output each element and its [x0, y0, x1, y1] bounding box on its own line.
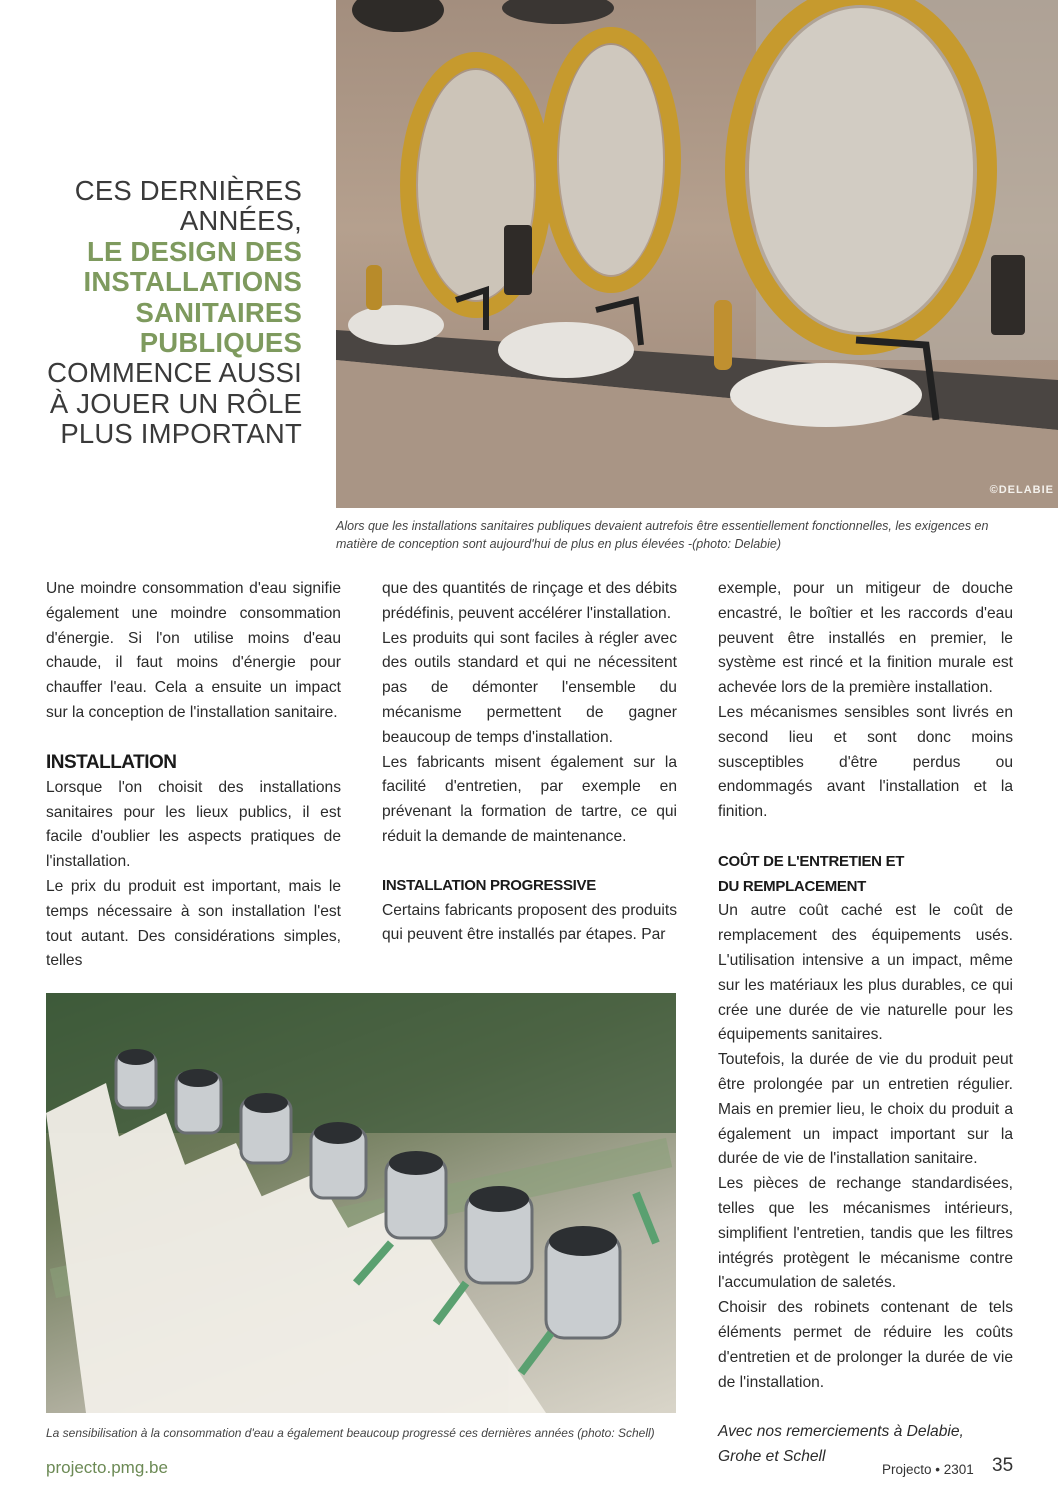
pull-quote-line: PLUS IMPORTANT	[60, 418, 302, 450]
paragraph: Toutefois, la durée de vie du produit peut être prolongée par un entretien régulier. Mais en premier lieu, le choix du produit a également un impact important sur la durée de vie de l'installation sanitaire.	[718, 1051, 1013, 1168]
paragraph: que des quantités de rinçage et des débits prédéfinis, peuvent accélérer l'installation.	[382, 580, 677, 622]
pull-quote-highlight: PUBLIQUES	[139, 327, 302, 359]
paragraph: Une moindre consommation d'eau signifie également une moindre consommation d'énergie. Si l'on utilise moins d'eau chaude, il faut moins d'énergie pour chauffer l'eau. Cela a ensuite un impact sur la conception de l'installation sanitaire.	[46, 580, 341, 721]
pull-quote-highlight: INSTALLATIONS	[83, 266, 302, 298]
magazine-issue: Projecto • 2301	[882, 1462, 974, 1477]
paragraph: exemple, pour un mitigeur de douche encastré, le boîtier et les raccords d'eau peuvent être installés en premier, le système est rincé et la finition murale est achevée lors de la première installation.	[718, 580, 1013, 697]
photo-credit: ©DELABIE	[989, 484, 1054, 496]
photo-caption: Alors que les installations sanitaires publiques devaient autrefois être essentiellement fonctionnelles, les exigences en matière de conception sont aujourd'hui de plus en plus élevées -(photo: Delabie)	[336, 519, 989, 551]
pull-quote-highlight: SANITAIRES	[135, 296, 302, 328]
pull-quote-line: COMMENCE AUSSI	[47, 357, 302, 389]
text-column-1	[46, 577, 341, 974]
section-heading	[718, 850, 1013, 900]
pull-quote	[40, 176, 302, 450]
section-heading: INSTALLATION	[46, 751, 177, 773]
acknowledgement-line: Avec nos remerciements à Delabie,	[718, 1423, 964, 1441]
bathroom-illustration	[336, 0, 1058, 508]
paragraph: Les pièces de rechange standardisées, telles que les mécanismes intérieurs, simplifient l'entretien, tandis que les filtres intégrés protègent le mécanisme contre l'accumulation de saletés.	[718, 1175, 1013, 1292]
section-heading: INSTALLATION PROGRESSIVE	[382, 876, 596, 894]
faucet-production-illustration	[46, 993, 676, 1413]
paragraph: Les fabricants misent également sur la facilité d'entretien, par exemple en prévenant la formation de tartre, ce qui réduit la demande de maintenance.	[382, 753, 677, 845]
paragraph: Lorsque l'on choisit des installations sanitaires pour les lieux publics, il est facile d'oublier les aspects pratiques de l'installation.	[46, 778, 341, 871]
text-column-3	[718, 577, 1013, 1470]
paragraph: Le prix du produit est important, mais le temps nécessaire à son installation l'est tout autant. Des considérations simples, telles	[46, 877, 341, 970]
heading-line: COÛT DE L'ENTRETIEN ET	[718, 852, 905, 870]
paragraph: Les mécanismes sensibles sont livrés en second lieu et sont donc moins susceptibles d'être perdus ou endommagés avant l'installation et la finition.	[718, 703, 1013, 821]
photo-caption: La sensibilisation à la consommation d'eau a également beaucoup progressé ces dernières années (photo: Schell)	[46, 1426, 655, 1440]
paragraph: Les produits qui sont faciles à régler avec des outils standard et qui ne nécessitent pas de démonter l'ensemble du mécanisme permettent de gagner beaucoup de temps d'installation.	[382, 629, 677, 746]
pull-quote-line: CES DERNIÈRES	[74, 175, 302, 206]
paragraph: Certains fabricants proposent des produits qui peuvent être installés par étapes. Par	[382, 901, 677, 944]
heading-line: DU REMPLACEMENT	[718, 877, 866, 895]
text-column-2	[382, 577, 677, 948]
pull-quote-line: À JOUER UN RÔLE	[49, 387, 302, 419]
paragraph: Un autre coût caché est le coût de remplacement des équipements usés. L'utilisation intensive a un impact, même sur les matériaux les plus durables, ce qui crée une durée de vie naturelle pour les équipements sanitaires.	[718, 902, 1013, 1044]
factory-photo	[46, 993, 676, 1413]
pull-quote-highlight: LE DESIGN DES	[87, 235, 302, 267]
page-number: 35	[992, 1455, 1014, 1476]
website-link[interactable]: projecto.pmg.be	[46, 1458, 168, 1477]
acknowledgement-line: Grohe et Schell	[718, 1447, 826, 1465]
paragraph: Choisir des robinets contenant de tels éléments permet de réduire les coûts d'entretien et de prolonger la durée de vie de l'installation.	[718, 1299, 1013, 1391]
pull-quote-line: ANNÉES,	[179, 205, 302, 237]
bathroom-photo	[336, 0, 1058, 508]
